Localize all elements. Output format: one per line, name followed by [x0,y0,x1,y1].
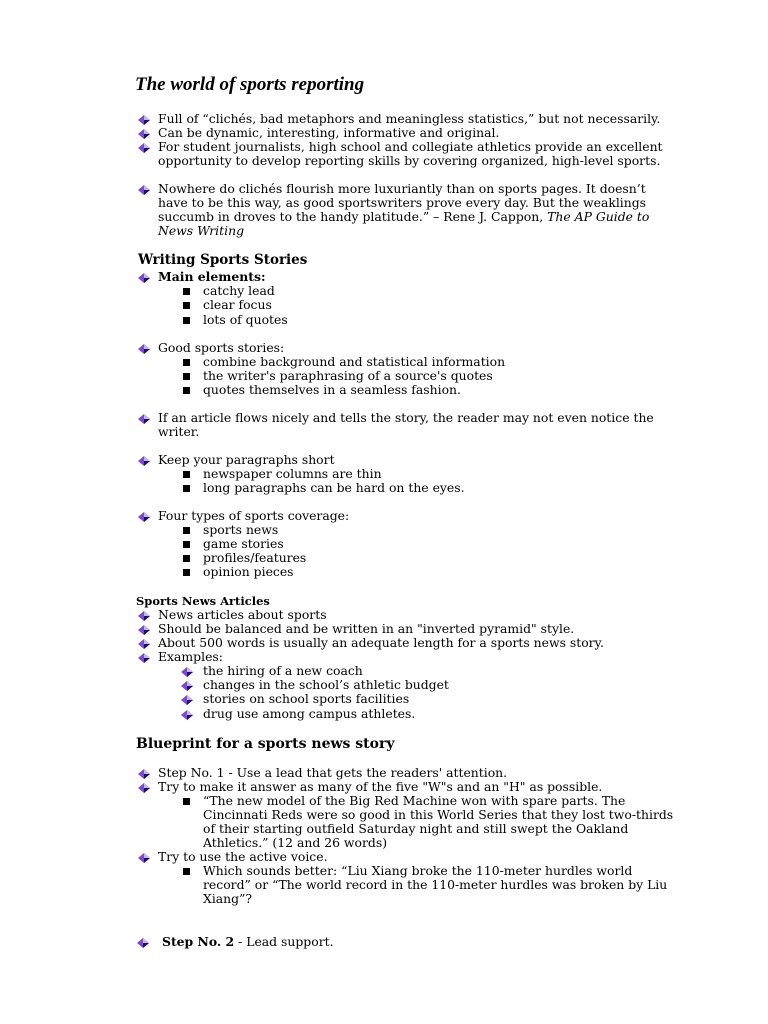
list-item: Examples: [158,649,223,664]
diamond-bullet-icon [138,113,150,123]
square-bullet-icon [183,387,190,394]
list-item: sports news [203,522,279,537]
diamond-bullet-icon [138,454,150,464]
quote-line [158,210,649,224]
list-item: profiles/features [203,550,307,565]
main-elements-label: Main elements: [158,269,266,284]
list-item: combine background and statistical information [203,354,506,369]
diamond-bullet-icon [138,127,150,137]
list-item: newspaper columns are thin [203,466,382,481]
step2-label: Step No. 2 [162,934,235,949]
step2-text: - Lead support. [234,934,334,949]
diamond-bullet-icon [181,679,193,689]
square-bullet-icon [183,555,190,562]
example-quote-line: Which sounds better: “Liu Xiang broke the 110-meter hurdles world [203,863,633,878]
diamond-bullet-icon [138,651,150,661]
example-quote-line: “The new model of the Big Red Machine won with spare parts. The [203,793,626,808]
example-quote-line: Athletics.” (12 and 26 words) [203,835,388,850]
book-title: News Writing [158,223,244,238]
intro-line: opportunity to develop reporting skills by covering organized, high-level sports. [158,153,661,168]
square-bullet-icon [183,541,190,548]
diamond-bullet-icon [138,271,150,281]
list-item: Try to use the active voice. [158,849,328,864]
quote-line: have to be this way, as good sportswriters prove every day. But the weaklings [158,195,647,210]
quote-text: succumb in droves to the handy platitude.” – Rene J. Cappon, [158,209,548,224]
list-item: the writer's paraphrasing of a source's quotes [203,368,493,383]
list-item: lots of quotes [203,312,288,327]
square-bullet-icon [183,485,190,492]
page-title: The world of sports reporting [135,74,365,95]
example-quote-line: Xiang”? [203,891,253,906]
example-quote-line: of their starting outfield Saturday night and still swept the Oakland [203,821,629,836]
square-bullet-icon [183,302,190,309]
diamond-bullet-icon [181,693,193,703]
section-heading-blueprint: Blueprint for a sports news story [136,736,395,752]
intro-line: Can be dynamic, interesting, informative and original. [158,125,500,140]
list-item: Should be balanced and be written in an "inverted pyramid" style. [158,621,575,636]
intro-line: Full of “clichés, bad metaphors and meaningless statistics,” but not necessarily. [158,111,661,126]
diamond-bullet-icon [138,623,150,633]
example-item: changes in the school’s athletic budget [203,677,449,692]
diamond-bullet-icon [138,767,150,777]
good-stories-label: Good sports stories: [158,340,285,355]
body-line: If an article flows nicely and tells the story, the reader may not even notice the [158,410,654,425]
diamond-bullet-icon [137,936,149,946]
list-item: About 500 words is usually an adequate length for a sports news story. [158,635,604,650]
diamond-bullet-icon [138,183,150,193]
diamond-bullet-icon [138,637,150,647]
list-item: game stories [203,536,284,551]
square-bullet-icon [183,317,190,324]
book-title: The AP Guide to [547,209,650,224]
example-quote-line: record” or “The world record in the 110-meter hurdles was broken by Liu [203,877,668,892]
square-bullet-icon [183,471,190,478]
example-item: drug use among campus athletes. [203,706,416,721]
list-item: quotes themselves in a seamless fashion. [203,382,461,397]
list-item: catchy lead [203,283,275,298]
list-item: Try to make it answer as many of the five "W"s and an "H" as possible. [158,779,603,794]
paragraphs-label: Keep your paragraphs short [158,452,335,467]
section-heading-news: Sports News Articles [136,594,270,608]
square-bullet-icon [183,798,190,805]
square-bullet-icon [183,288,190,295]
list-item: long paragraphs can be hard on the eyes. [203,480,465,495]
intro-line: For student journalists, high school and collegiate athletics provide an excellent [158,139,663,154]
body-line: writer. [158,424,200,439]
list-item: opinion pieces [203,564,294,579]
square-bullet-icon [183,569,190,576]
diamond-bullet-icon [181,708,193,718]
square-bullet-icon [183,868,190,875]
diamond-bullet-icon [138,342,150,352]
diamond-bullet-icon [138,851,150,861]
diamond-bullet-icon [138,609,150,619]
list-item: News articles about sports [158,607,327,622]
diamond-bullet-icon [138,510,150,520]
example-quote-line: Cincinnati Reds were so good in this World Series that they lost two-thirds [203,807,674,822]
section-heading-writing: Writing Sports Stories [138,252,308,268]
list-item: clear focus [203,297,272,312]
square-bullet-icon [183,359,190,366]
example-item: stories on school sports facilities [203,691,410,706]
four-types-label: Four types of sports coverage: [158,508,350,523]
list-item: Step No. 1 - Use a lead that gets the readers' attention. [158,765,508,780]
diamond-bullet-icon [138,781,150,791]
list-item [162,935,334,949]
diamond-bullet-icon [138,412,150,422]
example-item: the hiring of a new coach [203,663,363,678]
quote-line: Nowhere do clichés flourish more luxuriantly than on sports pages. It doesn’t [158,181,646,196]
square-bullet-icon [183,373,190,380]
diamond-bullet-icon [181,665,193,675]
square-bullet-icon [183,527,190,534]
diamond-bullet-icon [138,141,150,151]
